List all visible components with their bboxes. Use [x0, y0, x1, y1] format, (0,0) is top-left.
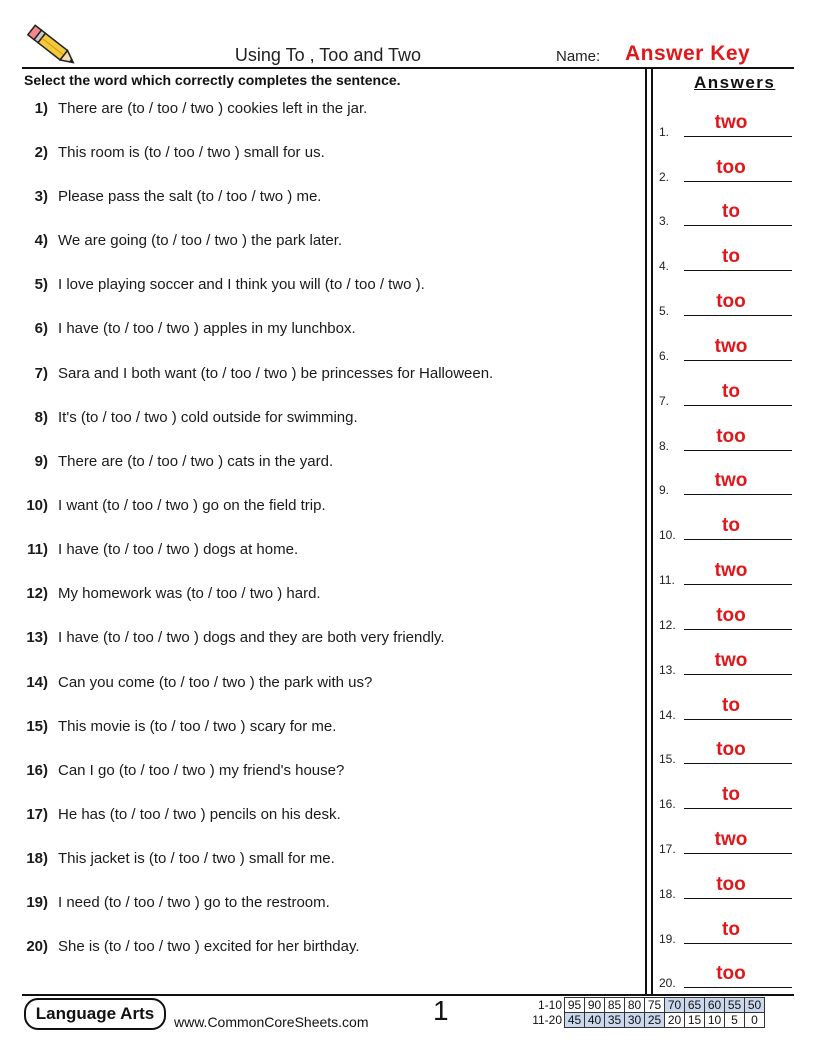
answer-line: [684, 853, 792, 854]
question-text: There are (to / too / two ) cookies left in the jar.: [58, 100, 368, 117]
question: [18, 762, 344, 784]
question-number: 18): [26, 850, 48, 867]
answer-line: [684, 270, 792, 271]
question-number: 20): [26, 938, 48, 955]
question-number: 10): [26, 497, 48, 514]
answer-row: [659, 333, 792, 363]
answer-number: 13.: [659, 663, 676, 677]
score-cell: 60: [705, 998, 725, 1013]
question: [18, 453, 333, 475]
question-number: 19): [26, 894, 48, 911]
question: [18, 497, 326, 519]
page-number: 1: [433, 995, 449, 1026]
name-label: Name:: [556, 48, 601, 65]
answer-row: [659, 557, 792, 587]
answer-row: [659, 423, 792, 453]
answer-row: [659, 467, 792, 497]
footer-rule: [22, 994, 794, 996]
question-number: 7): [34, 365, 48, 382]
question: [18, 938, 360, 960]
score-row: [528, 998, 765, 1013]
answer-number: 15.: [659, 752, 676, 766]
answer-line: [684, 987, 792, 988]
question-text: This room is (to / too / two ) small for us.: [58, 144, 325, 161]
answer-word: too: [716, 739, 746, 760]
question: [18, 806, 341, 828]
answer-word: to: [722, 919, 740, 940]
answer-row: [659, 602, 792, 632]
answer-line: [684, 674, 792, 675]
question-number: 5): [34, 276, 48, 293]
question-text: Please pass the salt (to / too / two ) me.: [58, 188, 322, 205]
question-number: 3): [34, 188, 48, 205]
answer-row: [659, 871, 792, 901]
question: [18, 629, 445, 651]
question-number: 16): [26, 762, 48, 779]
answer-word: too: [716, 605, 746, 626]
answer-number: 2.: [659, 170, 670, 184]
answer-number: 14.: [659, 708, 676, 722]
answer-line: [684, 719, 792, 720]
question: [18, 100, 367, 122]
answer-word: to: [722, 695, 740, 716]
answer-line: [684, 136, 792, 137]
answer-line: [684, 584, 792, 585]
answer-row: [659, 378, 792, 408]
site-url: www.CommonCoreSheets.com: [174, 1014, 369, 1030]
answer-word: to: [722, 515, 740, 536]
answer-line: [684, 450, 792, 451]
answer-number: 12.: [659, 618, 676, 632]
answer-row: [659, 960, 792, 990]
score-cell: 95: [565, 998, 585, 1013]
answer-line: [684, 898, 792, 899]
answers-heading: Answers: [694, 73, 776, 92]
answer-row: [659, 781, 792, 811]
answer-number: 10.: [659, 528, 676, 542]
score-row: [528, 1013, 765, 1028]
score-cell: 5: [725, 1013, 745, 1028]
question: [18, 276, 425, 298]
question: [18, 232, 342, 254]
answer-row: [659, 154, 792, 184]
answer-line: [684, 405, 792, 406]
answer-number: 7.: [659, 394, 670, 408]
answer-line: [684, 943, 792, 944]
question-number: 2): [34, 144, 48, 161]
answer-number: 19.: [659, 932, 676, 946]
score-cell: 20: [665, 1013, 685, 1028]
worksheet-title: Using To , Too and Two: [234, 45, 422, 65]
question-text: There are (to / too / two ) cats in the yard.: [58, 453, 334, 470]
question-number: 13): [26, 629, 48, 646]
answer-word: two: [714, 336, 748, 357]
question-number: 14): [26, 674, 48, 691]
question: [18, 850, 335, 872]
answer-row: [659, 198, 792, 228]
score-cell: 80: [625, 998, 645, 1013]
answer-number: 8.: [659, 439, 670, 453]
score-row-label: 1-10: [537, 998, 562, 1012]
score-cell: 55: [725, 998, 745, 1013]
answer-line: [684, 808, 792, 809]
question-text: My homework was (to / too / two ) hard.: [58, 585, 321, 602]
answer-key-label: Answer Key: [625, 42, 751, 65]
question-text: I want (to / too / two ) go on the field trip.: [58, 497, 326, 514]
question-text: I have (to / too / two ) dogs at home.: [58, 541, 299, 558]
question-text: We are going (to / too / two ) the park later.: [58, 232, 343, 249]
question-number: 11): [27, 541, 48, 558]
question: [18, 188, 321, 210]
question-number: 9): [34, 453, 48, 470]
score-cell: 35: [605, 1013, 625, 1028]
score-cell: 0: [745, 1013, 765, 1028]
answer-word: too: [716, 426, 746, 447]
question-number: 15): [26, 718, 48, 735]
answer-number: 17.: [659, 842, 676, 856]
question: [18, 320, 356, 342]
score-cell: 75: [645, 998, 665, 1013]
score-cell: 90: [585, 998, 605, 1013]
question-text: This movie is (to / too / two ) scary for me.: [58, 718, 337, 735]
question-number: 17): [26, 806, 48, 823]
score-cell: 85: [605, 998, 625, 1013]
question-text: He has (to / too / two ) pencils on his desk.: [58, 806, 341, 823]
answer-word: two: [714, 650, 748, 671]
answer-word: too: [716, 963, 746, 984]
answer-row: [659, 826, 792, 856]
answer-row: [659, 647, 792, 677]
answer-word: two: [714, 560, 748, 581]
answer-row: [659, 109, 792, 139]
question-number: 8): [34, 409, 48, 426]
question-text: This jacket is (to / too / two ) small for me.: [58, 850, 335, 867]
score-cell: 15: [685, 1013, 705, 1028]
question-text: Can I go (to / too / two ) my friend's house?: [58, 762, 345, 779]
answer-number: 16.: [659, 797, 676, 811]
answer-word: to: [722, 784, 740, 805]
answer-number: 20.: [659, 976, 676, 990]
answer-number: 18.: [659, 887, 676, 901]
question: [18, 409, 358, 431]
question-text: Sara and I both want (to / too / two ) be princesses for Halloween.: [58, 365, 494, 382]
answer-word: two: [714, 470, 748, 491]
question: [18, 144, 325, 166]
column-divider-left: [645, 67, 647, 995]
answer-line: [684, 181, 792, 182]
answer-line: [684, 360, 792, 361]
answer-word: to: [722, 201, 740, 222]
question-text: I love playing soccer and I think you will (to / too / two ).: [58, 276, 425, 293]
answer-number: 5.: [659, 304, 670, 318]
question-text: It's (to / too / two ) cold outside for swimming.: [58, 409, 358, 426]
answer-row: [659, 736, 792, 766]
question-text: I need (to / too / two ) go to the restroom.: [58, 894, 330, 911]
instructions: Select the word which correctly completes the sentence.: [24, 72, 401, 88]
answer-line: [684, 539, 792, 540]
question-text: I have (to / too / two ) apples in my lunchbox.: [58, 320, 356, 337]
header-rule: [22, 67, 794, 69]
question: [18, 585, 321, 607]
score-cell: 70: [665, 998, 685, 1013]
answer-row: [659, 692, 792, 722]
answer-row: [659, 512, 792, 542]
question-number: 6): [34, 320, 48, 337]
answer-number: 9.: [659, 483, 670, 497]
answer-number: 4.: [659, 259, 670, 273]
answer-word: to: [722, 381, 740, 402]
answer-word: too: [716, 874, 746, 895]
answer-line: [684, 315, 792, 316]
answer-word: two: [714, 112, 748, 133]
answer-line: [684, 225, 792, 226]
question: [18, 541, 298, 563]
subject-badge: Language Arts: [24, 998, 166, 1030]
question-text: Can you come (to / too / two ) the park with us?: [58, 674, 373, 691]
answer-number: 11.: [659, 573, 675, 587]
answer-line: [684, 629, 792, 630]
answer-row: [659, 288, 792, 318]
answer-number: 1.: [659, 125, 670, 139]
question-text: I have (to / too / two ) dogs and they are both very friendly.: [58, 629, 445, 646]
score-cell: 40: [585, 1013, 605, 1028]
answer-row: [659, 916, 792, 946]
answer-word: two: [714, 829, 748, 850]
score-cell: 30: [625, 1013, 645, 1028]
score-cell: 45: [565, 1013, 585, 1028]
answer-line: [684, 763, 792, 764]
score-row-label: 11-20: [532, 1013, 562, 1027]
question-text: She is (to / too / two ) excited for her birthday.: [58, 938, 360, 955]
question: [18, 718, 336, 740]
score-cell: 65: [685, 998, 705, 1013]
column-divider-right: [651, 67, 653, 995]
answer-row: [659, 243, 792, 273]
answer-word: to: [722, 246, 740, 267]
question: [18, 894, 330, 916]
answer-number: 6.: [659, 349, 670, 363]
question: [18, 365, 493, 387]
score-table: [528, 997, 765, 1028]
question-number: 4): [34, 232, 48, 249]
question: [18, 674, 372, 696]
answer-word: too: [716, 157, 746, 178]
answer-number: 3.: [659, 214, 670, 228]
answer-word: too: [716, 291, 746, 312]
question-number: 1): [34, 100, 48, 117]
score-cell: 10: [705, 1013, 725, 1028]
answer-line: [684, 494, 792, 495]
score-cell: 50: [745, 998, 765, 1013]
question-number: 12): [26, 585, 48, 602]
score-cell: 25: [645, 1013, 665, 1028]
